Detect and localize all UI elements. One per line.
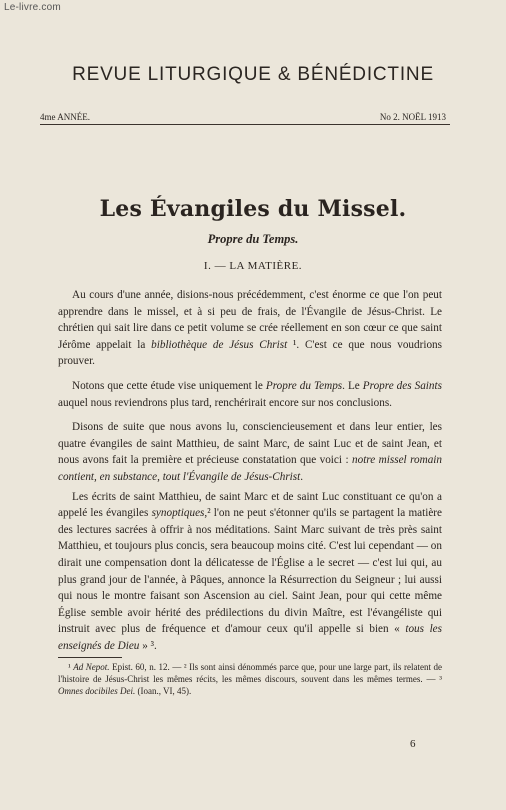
article-body	[58, 287, 442, 697]
text-run: Notons que cette étude vise uniquement le	[72, 379, 266, 392]
watermark: Le-livre.com	[4, 2, 61, 13]
text-run: ,² l'on ne peut s'étonner qu'ils se partagent la matière des lectures sacrées à offrir à nos méditations. Saint Marc suivant de très près saint Matthieu, et toujours plus concis, sera beaucoup moins cité. C'est lui cependant — on dirait une compensation dont la délicatesse de l'Église a le secret — c'est lui qui, au plus grand jour de l'année, à Pâques, annonce la Résurrection du Seigneur ; lui aussi qui nous le montre faisant son Ascension au ciel. Saint Jean, pour qui cette même Église semble avoir hérité des prédilections du divin Maître, est l'évangéliste qui instruit avec plus de fréquence et d'amour ceux qu'il appelle si bien «	[58, 507, 442, 636]
paragraph	[58, 287, 442, 370]
section-heading: I. — LA MATIÈRE.	[203, 260, 303, 272]
footnotes	[58, 661, 442, 697]
page-number: 6	[410, 738, 416, 750]
article-subtitle: Propre du Temps.	[207, 232, 299, 246]
text-run: Au cours d'une année, disions-nous précédemment, c'est énorme ce que l'on peut apprendre dans le missel, et à si peu de frais, de l'Évangile de Jésus-Christ. Le chrétien qui sait lire dans ce petit volume se crée réellement en son cœur ce que saint Jérôme appelait la	[58, 289, 442, 351]
volume-year: 4me ANNÉE.	[40, 112, 90, 122]
footnote	[58, 661, 442, 697]
paragraph	[58, 378, 442, 411]
journal-title: REVUE LITURGIQUE & BÉNÉDICTINE	[72, 64, 434, 85]
italic-text: Propre des Saints	[362, 379, 442, 392]
text-run: Les écrits de saint Matthieu, de saint Marc et de saint Luc constituant ce qu'on a appelé les évangiles	[58, 490, 442, 520]
paragraph	[58, 419, 442, 485]
text-run: auquel nous reviendrons plus tard, renchérirait encore sur nos conclusions.	[58, 396, 392, 409]
article-title: Les Évangiles du Missel.	[99, 196, 407, 222]
footnote-rule	[58, 657, 122, 658]
issue-number: No 2. NOËL 1913	[379, 112, 446, 122]
paragraph	[58, 489, 442, 655]
italic-text: bibliothèque de Jésus Christ	[151, 338, 288, 351]
italic-text: Ad Nepot.	[73, 662, 110, 673]
text-run: Epist. 60, n. 12. — ² Ils sont ainsi dénommés parce que, pour une large part, ils relatent de l'histoire de Jésus-Christ les mêmes récits, les mêmes discours, souvent dans les mêmes termes. — ³	[58, 662, 442, 685]
text-run: » ³.	[139, 639, 157, 652]
italic-text: notre missel romain contient, en substance, tout l'Évangile de Jésus-Christ	[58, 454, 443, 483]
italic-text: synoptiques	[151, 507, 205, 520]
italic-text: Propre du Temps	[265, 379, 343, 392]
text-run: (Ioan., VI, 45).	[135, 686, 192, 697]
text-run: . Le	[342, 379, 363, 392]
text-run: ¹. C'est ce que nous voudrions prouver.	[58, 338, 442, 368]
text-run: Disons de suite que nous avons lu, consciencieusement et dans leur entier, les quatre évangiles de saint Matthieu, de saint Marc, de saint Luc et de saint Jean, et nous avons fait la première et précieuse constatation que voici :	[58, 421, 442, 467]
italic-text: Omnes docibiles Dei.	[58, 686, 136, 697]
text-run: ¹	[68, 662, 74, 673]
text-run: .	[300, 470, 304, 483]
italic-text: tous les enseignés de Dieu	[58, 623, 442, 652]
header-rule	[40, 124, 450, 125]
